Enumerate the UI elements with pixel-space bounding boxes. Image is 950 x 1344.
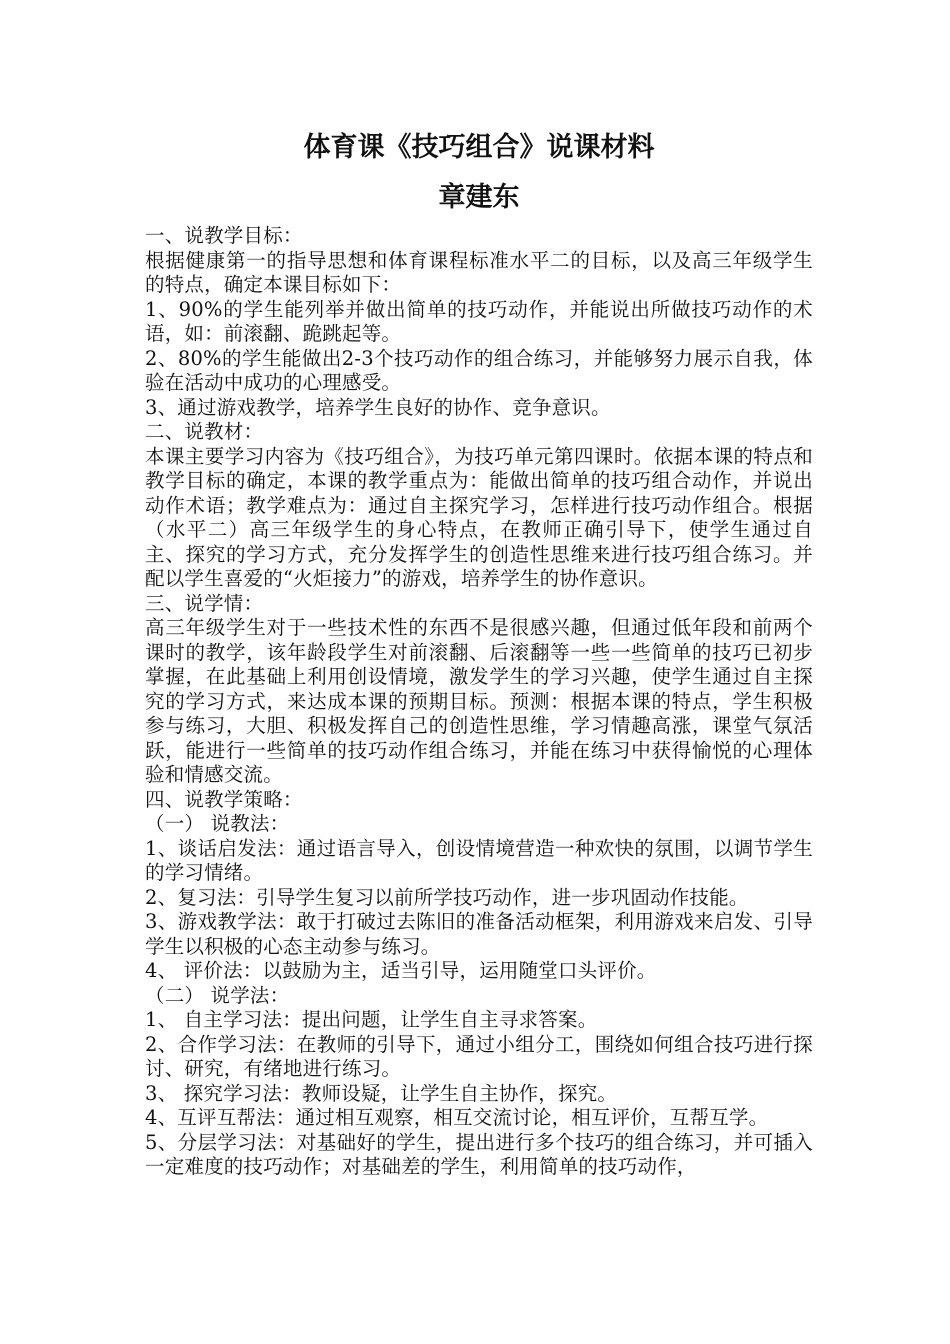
section-heading-goals: 一、说教学目标： (145, 224, 303, 247)
list-item: 2、80%的学生能做出2-3个技巧动作的组合练习，并能够努力展示自我，体验在活动中成功的心理感受。 (145, 346, 813, 394)
document-author: 章建东 (438, 182, 520, 213)
list-item: 2、复习法：引导学生复习以前所学技巧动作，进一步巩固动作技能。 (145, 885, 749, 909)
subsection-heading-learning: （二） 说学法： (145, 983, 290, 1007)
section-heading-strategy: 四、说教学策略： (145, 787, 303, 811)
section-heading-students: 三、说学情： (145, 591, 264, 615)
section-heading-materials: 二、说教材： (145, 420, 264, 443)
document-title: 体育课《技巧组合》说课材料 (303, 132, 655, 163)
list-item: 4、互评互帮法：通过相互观察，相互交流讨论，相互评价，互帮互学。 (145, 1106, 769, 1129)
document-body (145, 224, 813, 1180)
list-item: 3、游戏教学法：敢于打破过去陈旧的准备活动框架，利用游戏来启发、引导学生以积极的心态主动参与练习。 (145, 910, 813, 958)
paragraph: 高三年级学生对于一些技术性的东西不是很感兴趣，但通过低年段和前两个课时的教学，该年龄段学生对前滚翻、后滚翻等一些一些简单的技巧已初步掌握，在此基础上利用创设情境，激发学生的学习兴趣，使学生通过自主探究的学习方式，来达成本课的预期目标。预测：根据本课的特点，学生积极参与练习，大胆、积极发挥自己的创造性思维，学习情趣高涨，课堂气氛活跃，能进行一些简单的技巧动作组合练习，并能在练习中获得愉悦的心理体验和情感交流。 (145, 616, 813, 786)
list-item: 3、 探究学习法：教师设疑，让学生自主协作，探究。 (145, 1081, 618, 1105)
list-item: 2、合作学习法：在教师的引导下，通过小组分工，围绕如何组合技巧进行探讨、研究，有绪地进行练习。 (145, 1032, 813, 1080)
paragraph: 根据健康第一的指导思想和体育课程标准水平二的目标，以及高三年级学生的特点，确定本课目标如下： (145, 248, 813, 296)
document-page (145, 128, 813, 1180)
list-item: 5、分层学习法：对基础好的学生，提出进行多个技巧的组合练习，并可插入一定难度的技巧动作；对基础差的学生，利用简单的技巧动作， (145, 1130, 813, 1178)
list-item: 1、谈话启发法：通过语言导入，创设情境营造一种欢快的氛围，以调节学生的学习情绪。 (145, 836, 813, 884)
list-item: 1、90%的学生能列举并做出简单的技巧动作，并能说出所做技巧动作的术语，如：前滚翻、跪跳起等。 (145, 297, 813, 345)
paragraph: 本课主要学习内容为《技巧组合》，为技巧单元第四课时。依据本课的特点和教学目标的确定，本课的教学重点为：能做出简单的技巧组合动作，并说出动作术语；教学难点为：通过自主探究学习，怎样进行技巧动作组合。根据（水平二）高三年级学生的身心特点，在教师正确引导下，使学生通过自主、探究的学习方式，充分发挥学生的创造性思维来进行技巧组合练习。并配以学生喜爱的“火炬接力”的游戏，培养学生的协作意识。 (145, 444, 813, 590)
list-item: 3、通过游戏教学，培养学生良好的协作、竞争意识。 (145, 395, 611, 419)
list-item: 1、 自主学习法：提出问题，让学生自主寻求答案。 (145, 1008, 598, 1031)
list-item: 4、 评价法：以鼓励为主，适当引导，运用随堂口头评价。 (145, 959, 657, 982)
subsection-heading-teaching: （一） 说教法： (145, 812, 290, 835)
